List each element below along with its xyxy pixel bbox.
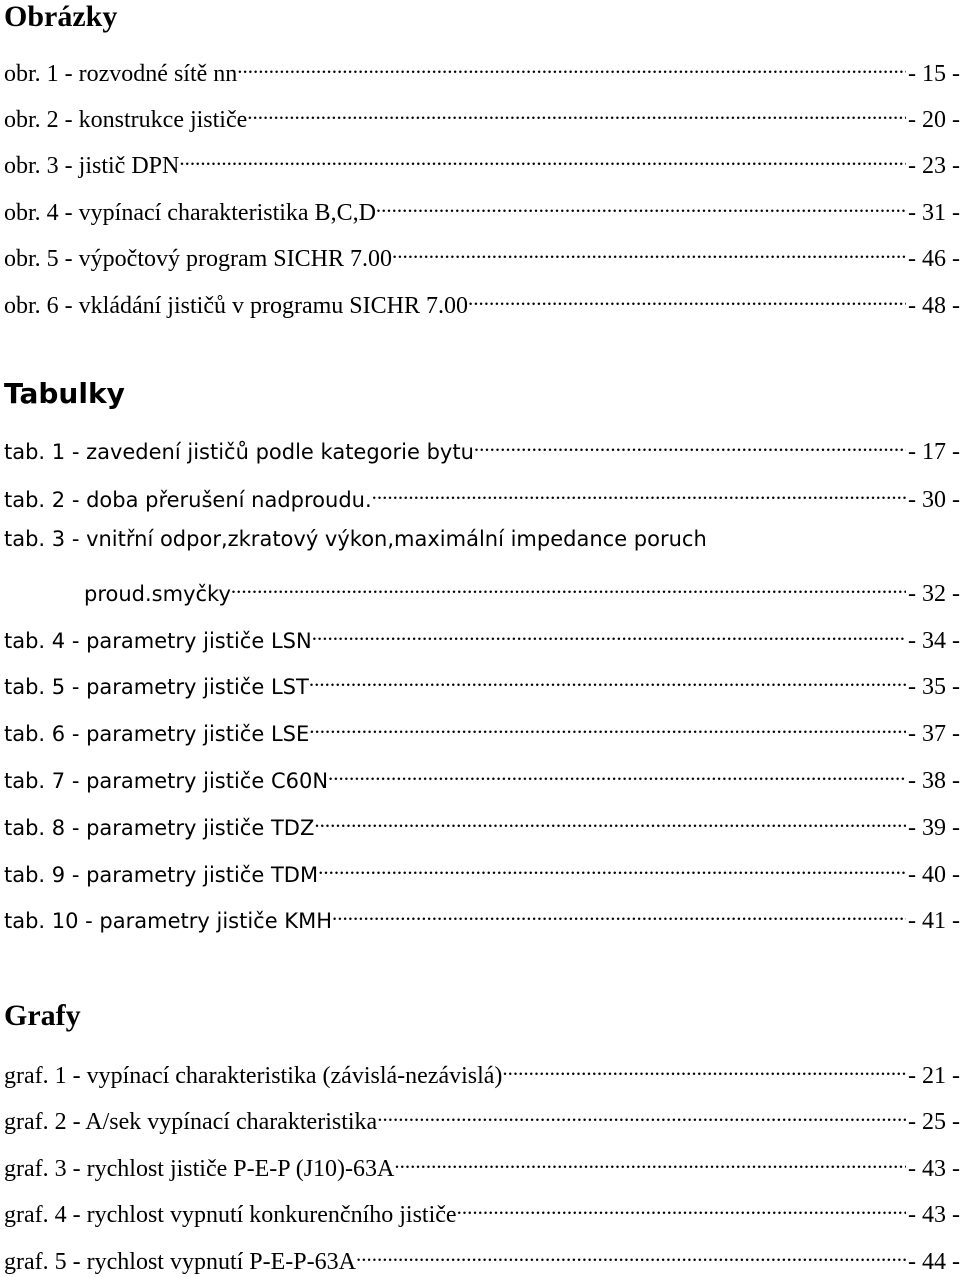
entry-label-continuation: proud.smyčky — [84, 582, 231, 606]
dot-leader — [309, 664, 906, 694]
dot-leader — [179, 143, 906, 173]
toc-entry-table-3[interactable] — [4, 524, 960, 554]
toc-entry-table-7[interactable] — [4, 758, 960, 794]
toc-entry-graph-4[interactable] — [4, 1192, 960, 1228]
entry-page-number: - 15 - — [908, 61, 960, 87]
entry-label: obr. 4 - vypínací charakteristika B,C,D — [4, 200, 376, 226]
entry-page-number: - 31 - — [908, 200, 960, 226]
dot-leader — [332, 898, 906, 928]
entry-page-number: - 32 - — [908, 581, 960, 607]
entry-page-number: - 43 - — [908, 1202, 960, 1228]
entry-label: tab. 7 - parametry jističe C60N — [4, 769, 329, 793]
toc-entry-table-9[interactable] — [4, 852, 960, 888]
entry-label: obr. 6 - vkládání jističů v programu SICHR 7.00 — [4, 293, 468, 319]
entry-page-number: - 20 - — [908, 107, 960, 133]
toc-entry-graph-5[interactable] — [4, 1239, 960, 1275]
toc-entry-figure-3[interactable] — [4, 143, 960, 179]
dot-leader — [377, 1099, 906, 1129]
entry-page-number: - 23 - — [908, 153, 960, 179]
entry-page-number: - 43 - — [908, 1156, 960, 1182]
entry-label: graf. 3 - rychlost jističe P-E-P (J10)-63A — [4, 1156, 395, 1182]
entry-label: tab. 2 - doba přerušení nadproudu. — [4, 488, 372, 512]
entry-page-number: - 17 - — [908, 439, 960, 465]
dot-leader — [474, 429, 906, 459]
toc-entry-table-5[interactable] — [4, 664, 960, 700]
toc-entry-figure-4[interactable] — [4, 190, 960, 226]
toc-entry-graph-2[interactable] — [4, 1099, 960, 1135]
toc-entry-graph-1[interactable] — [4, 1053, 960, 1089]
dot-leader — [372, 477, 906, 507]
entry-page-number: - 40 - — [908, 862, 960, 888]
toc-entry-table-8[interactable] — [4, 805, 960, 841]
dot-leader — [328, 758, 906, 788]
entry-label: graf. 1 - vypínací charakteristika (závislá-nezávislá) — [4, 1063, 503, 1089]
entry-page-number: - 35 - — [908, 674, 960, 700]
entry-page-number: - 46 - — [908, 246, 960, 272]
dot-leader — [376, 190, 906, 220]
entry-page-number: - 34 - — [908, 628, 960, 654]
entry-page-number: - 38 - — [908, 768, 960, 794]
entry-label: tab. 6 - parametry jističe LSE — [4, 722, 310, 746]
toc-entry-figure-5[interactable] — [4, 236, 960, 272]
entry-label: tab. 9 - parametry jističe TDM — [4, 863, 319, 887]
toc-entry-figure-6[interactable] — [4, 283, 960, 319]
entry-label: obr. 3 - jistič DPN — [4, 153, 180, 179]
dot-leader — [468, 283, 906, 313]
dot-leader — [356, 1239, 906, 1269]
dot-leader — [237, 51, 906, 81]
entry-label: tab. 10 - parametry jističe KMH — [4, 909, 332, 933]
entry-label: graf. 2 - A/sek vypínací charakteristika — [4, 1109, 378, 1135]
entry-page-number: - 44 - — [908, 1249, 960, 1275]
toc-entry-table-3-continuation[interactable] — [84, 571, 960, 607]
entry-label: tab. 4 - parametry jističe LSN — [4, 629, 312, 653]
entry-label: obr. 2 - konstrukce jističe — [4, 107, 248, 133]
entry-label: tab. 5 - parametry jističe LST — [4, 675, 309, 699]
dot-leader — [231, 571, 906, 601]
dot-leader — [457, 1192, 906, 1222]
entry-label: tab. 3 - vnitřní odpor,zkratový výkon,maximální impedance poruch — [4, 527, 707, 551]
entry-label: graf. 5 - rychlost vypnutí P-E-P-63A — [4, 1249, 356, 1275]
dot-leader — [318, 852, 906, 882]
entry-label: obr. 1 - rozvodné sítě nn — [4, 61, 238, 87]
toc-entry-table-10[interactable] — [4, 898, 960, 934]
dot-leader — [309, 711, 906, 741]
toc-entry-figure-1[interactable] — [4, 51, 960, 87]
entry-page-number: - 39 - — [908, 815, 960, 841]
dot-leader — [314, 805, 906, 835]
entry-page-number: - 37 - — [908, 721, 960, 747]
dot-leader — [247, 97, 906, 127]
graphs-heading: Grafy — [4, 999, 81, 1032]
toc-entry-table-4[interactable] — [4, 618, 960, 654]
entry-label: obr. 5 - výpočtový program SICHR 7.00 — [4, 246, 392, 272]
toc-entry-table-6[interactable] — [4, 711, 960, 747]
figures-heading: Obrázky — [4, 0, 118, 33]
dot-leader — [392, 236, 906, 266]
toc-entry-table-2[interactable] — [4, 477, 960, 513]
dot-leader — [502, 1053, 906, 1083]
toc-entry-graph-3[interactable] — [4, 1146, 960, 1182]
tables-heading: Tabulky — [4, 377, 125, 410]
entry-label: tab. 1 - zavedení jističů podle kategorie bytu — [4, 440, 474, 464]
entry-page-number: - 25 - — [908, 1109, 960, 1135]
entry-page-number: - 21 - — [908, 1063, 960, 1089]
toc-entry-table-1[interactable] — [4, 429, 960, 465]
entry-label: graf. 4 - rychlost vypnutí konkurenčního jističe — [4, 1202, 457, 1228]
entry-page-number: - 30 - — [908, 487, 960, 513]
dot-leader — [394, 1146, 906, 1176]
entry-page-number: - 48 - — [908, 293, 960, 319]
dot-leader — [312, 618, 906, 648]
entry-page-number: - 41 - — [908, 908, 960, 934]
entry-label: tab. 8 - parametry jističe TDZ — [4, 816, 315, 840]
toc-entry-figure-2[interactable] — [4, 97, 960, 133]
